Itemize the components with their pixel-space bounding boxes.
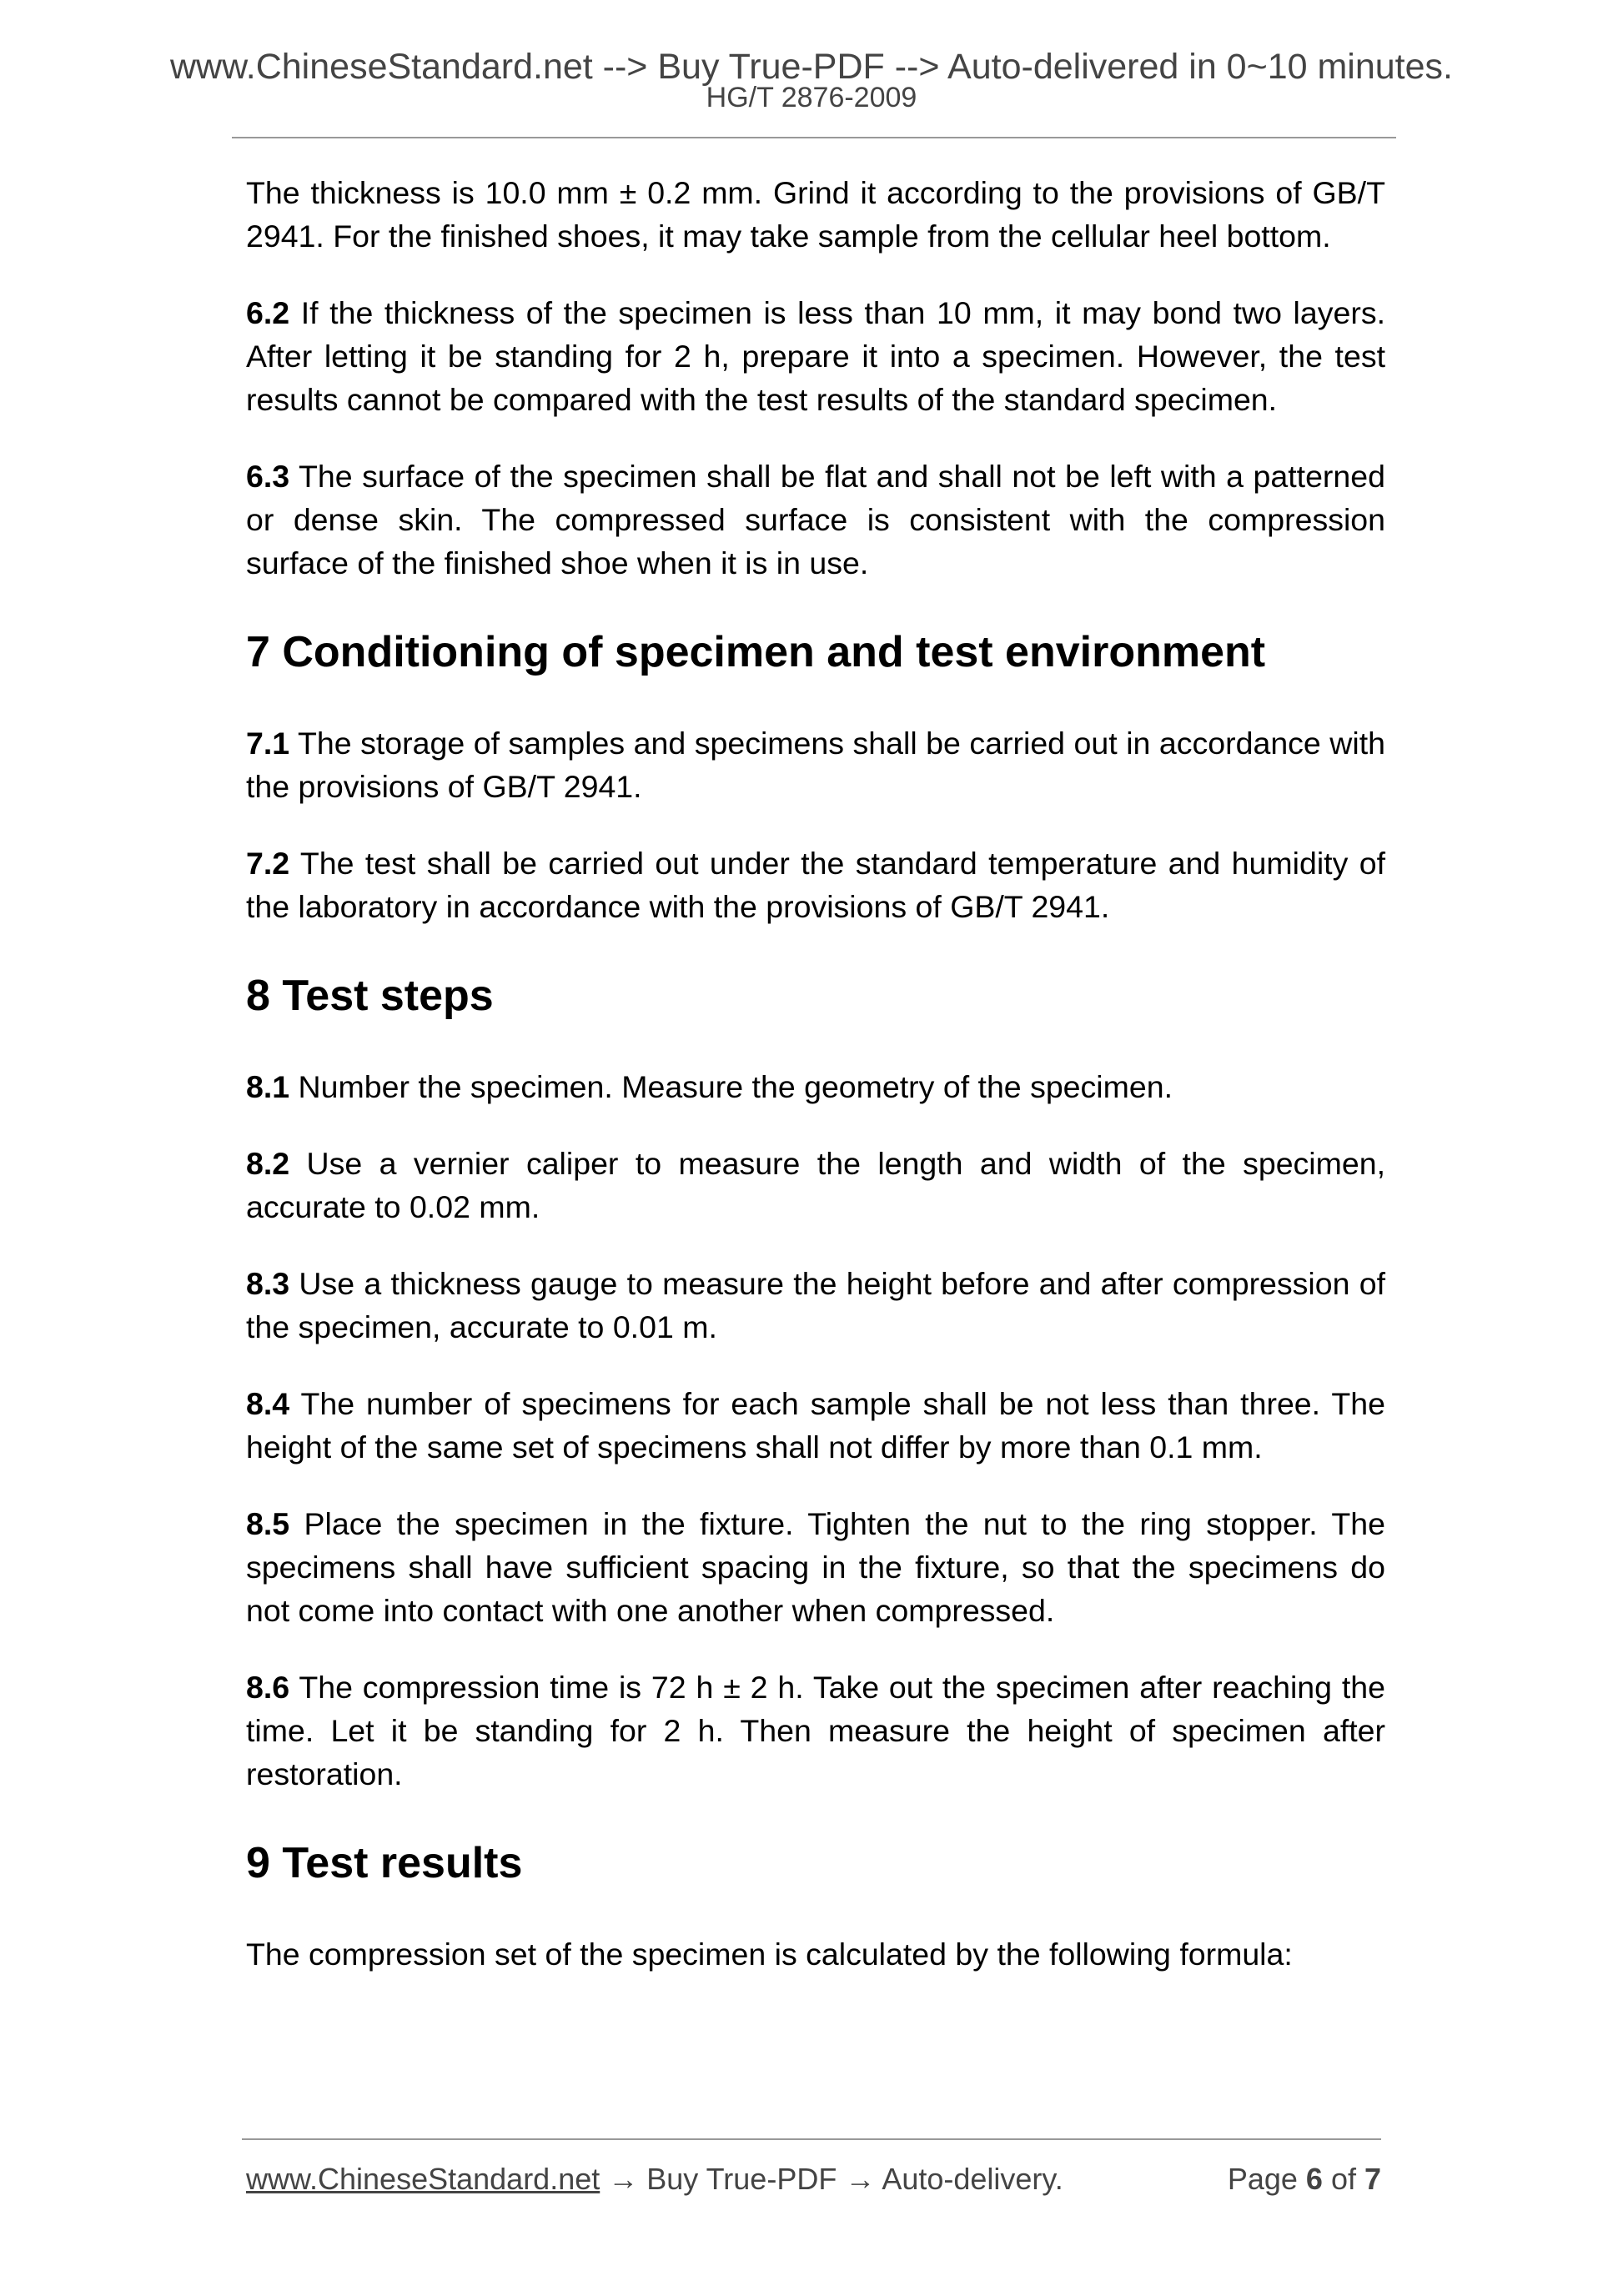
header-divider <box>232 137 1396 138</box>
clause-number: 8.1 <box>246 1069 290 1104</box>
clause-6-2 <box>246 291 1385 421</box>
clause-7-2 <box>246 842 1385 928</box>
section-8-heading: 8 Test steps <box>246 972 494 1020</box>
clause-number: 8.2 <box>246 1146 290 1181</box>
page-number <box>1228 2160 1381 2198</box>
clause-8-5 <box>246 1502 1385 1632</box>
clause-text: If the thickness of the specimen is less than 10 mm, it may bond two layers. After letting it be standing for 2 h, prepare it into a specimen. However, the test results cannot be compared with the test results of the standard specimen. <box>246 295 1385 417</box>
clause-text: Use a vernier caliper to measure the length and width of the specimen, accurate to 0.02 mm. <box>246 1146 1385 1224</box>
clause-7-1 <box>246 721 1385 808</box>
page-footer <box>246 2160 1385 2198</box>
clause-number: 6.2 <box>246 295 290 330</box>
document-id: HG/T 2876-2009 <box>706 82 917 113</box>
intro-paragraph: The thickness is 10.0 mm ± 0.2 mm. Grind it according to the provisions of GB/T 2941. For the finished shoes, it may take sample from the cellular heel bottom. <box>246 175 1385 254</box>
section-9-heading: 9 Test results <box>246 1839 523 1887</box>
clause-number: 8.5 <box>246 1506 290 1541</box>
footer-website-link[interactable]: www.ChineseStandard.net <box>246 2162 600 2196</box>
clause-number: 7.2 <box>246 846 290 881</box>
results-paragraph: The compression set of the specimen is calculated by the following formula: <box>246 1937 1293 1972</box>
clause-8-2 <box>246 1142 1385 1228</box>
page-current: 6 <box>1305 2162 1323 2196</box>
clause-text: Number the specimen. Measure the geometry of the specimen. <box>289 1069 1173 1104</box>
clause-number: 6.3 <box>246 459 290 494</box>
clause-text: Use a thickness gauge to measure the height before and after compression of the specimen, accurate to 0.01 m. <box>246 1266 1385 1344</box>
clause-6-3 <box>246 455 1385 585</box>
clause-8-6 <box>246 1665 1385 1796</box>
clause-number: 8.4 <box>246 1386 290 1421</box>
clause-number: 8.3 <box>246 1266 290 1301</box>
clause-number: 8.6 <box>246 1670 290 1705</box>
clause-text: The storage of samples and specimens shall be carried out in accordance with the provisions of GB/T 2941. <box>246 726 1385 804</box>
clause-text: The number of specimens for each sample shall be not less than three. The height of the same set of specimens shall not differ by more than 0.1 mm. <box>246 1386 1385 1465</box>
page-label: Page <box>1227 2162 1306 2196</box>
clause-8-1 <box>246 1065 1385 1108</box>
section-7-heading: 7 Conditioning of specimen and test environment <box>246 628 1266 676</box>
header-banner: www.ChineseStandard.net --> Buy True-PDF --> Auto-delivered in 0~10 minutes. <box>169 47 1453 87</box>
clause-8-3 <box>246 1262 1385 1349</box>
document-body <box>246 171 1385 2009</box>
clause-text: The compression time is 72 h ± 2 h. Take out the specimen after reaching the time. Let it be standing for 2 h. Then measure the height of specimen after restoration. <box>246 1670 1385 1791</box>
page-of: of <box>1322 2162 1364 2196</box>
footer-tagline: → Buy True-PDF → Auto-delivery. <box>600 2162 1063 2196</box>
clause-text: Place the specimen in the fixture. Tighten the nut to the ring stopper. The specimens shall have sufficient spacing in the fixture, so that the specimens do not come into contact with one another when compressed. <box>246 1506 1385 1628</box>
clause-number: 7.1 <box>246 726 290 761</box>
clause-text: The test shall be carried out under the standard temperature and humidity of the laboratory in accordance with the provisions of GB/T 2941. <box>246 846 1385 924</box>
clause-text: The surface of the specimen shall be flat and shall not be left with a patterned or dense skin. The compressed surface is consistent with the compression surface of the finished shoe when it is in use. <box>246 459 1385 580</box>
clause-8-4 <box>246 1382 1385 1469</box>
page-total: 7 <box>1364 2162 1381 2196</box>
footer-divider <box>242 2138 1381 2140</box>
